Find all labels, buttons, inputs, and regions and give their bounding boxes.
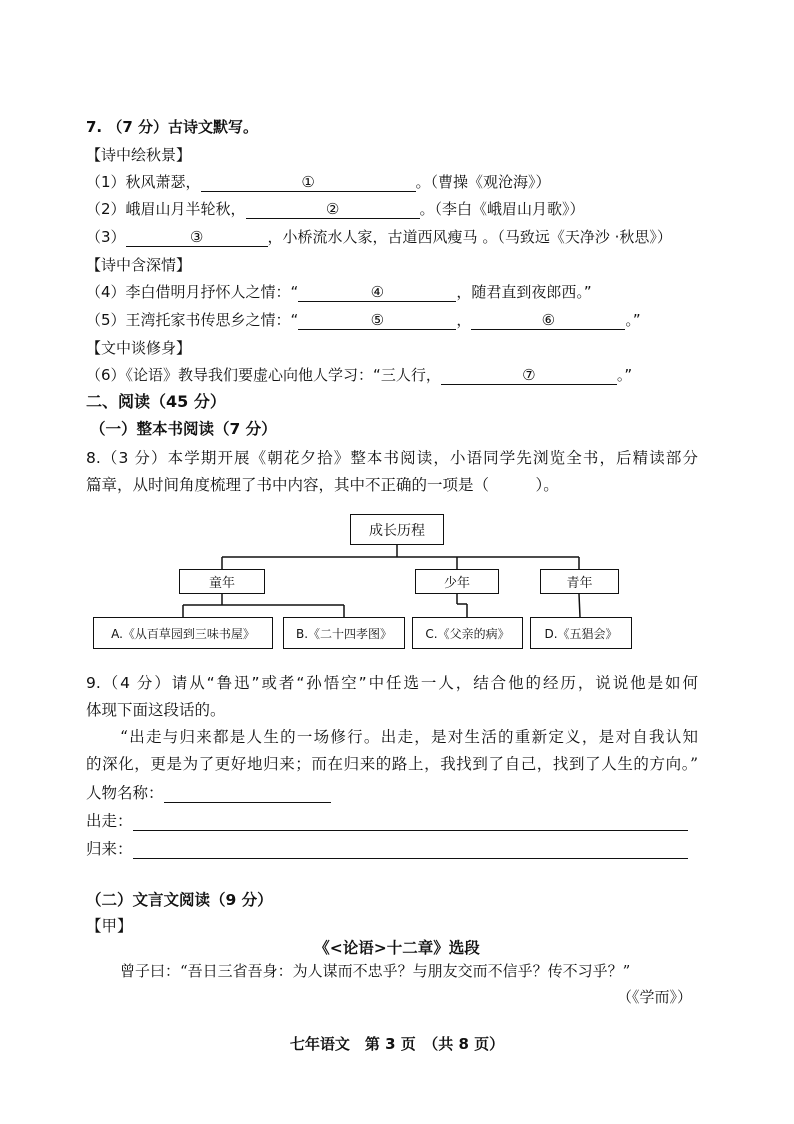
connector-line [579, 594, 580, 617]
section-autumn-heading: 【诗中绘秋景】 [86, 146, 192, 164]
leave-label: 出走： [86, 812, 133, 830]
item-suffix: 。（李白《峨眉山月歌》） [419, 200, 585, 218]
item-prefix: （5）王湾托家书传思乡之情：“ [86, 311, 299, 329]
item-prefix: （3） [86, 228, 126, 246]
item-suffix: 。（曹操《观沧海》） [415, 173, 551, 191]
quote-line-1: “出走与归来都是人生的一场修行。出走，是对生活的重新定义，是对自我认知 [120, 728, 698, 746]
character-name-row [86, 783, 331, 803]
q8-line-1: 8.（3 分）本学期开展《朝花夕拾》整本书阅读，小语同学先浏览全书，后精读部分 [86, 449, 698, 467]
character-name-label: 人物名称： [86, 784, 164, 802]
item-suffix: 。” [625, 311, 641, 329]
item-suffix: ，小桥流水人家，古道西风瘦马 。（马致远《天净沙 ·秋思》） [267, 228, 672, 246]
leave-answer-line [133, 814, 688, 831]
q7-title: 7. （7 分）古诗文默写。 [86, 118, 259, 136]
q7-item-4 [86, 282, 592, 302]
passage-source: （《学而》） [616, 988, 692, 1006]
q7-item-1 [86, 172, 551, 192]
answer-blank-4: ④ [298, 283, 456, 302]
section-feeling-heading: 【诗中含深情】 [86, 256, 192, 274]
answer-blank-5: ⑤ [298, 311, 456, 330]
passage-label-jia: 【甲】 [86, 917, 133, 935]
item-prefix: （1）秋风萧瑟， [86, 173, 201, 191]
item-mid: ， [456, 311, 472, 329]
diagram-stage-young-adult: 青年 [540, 569, 619, 594]
answer-blank-7: ⑦ [441, 366, 617, 385]
page-footer: 七年语文 第 3 页 （共 8 页） [289, 1035, 505, 1053]
item-prefix: （4）李白借明月抒怀人之情：“ [86, 283, 299, 301]
quote-line-2: 的深化，更是为了更好地归来；而在归来的路上，我找到了自己，找到了人生的方向。” [86, 755, 698, 773]
q8-line-2: 篇章，从时间角度梳理了书中内容，其中不正确的一项是（ ）。 [86, 476, 559, 494]
q7-item-6 [86, 365, 632, 385]
answer-blank-1: ① [201, 173, 416, 192]
answer-blank-2: ② [246, 200, 420, 219]
sub2-title: （二）文言文阅读（9 分） [86, 891, 273, 909]
item-prefix: （2）峨眉山月半轮秋， [86, 200, 246, 218]
q9-line-2: 体现下面这段话的。 [86, 701, 226, 719]
diagram-option-b: B.《二十四孝图》 [283, 617, 405, 649]
return-label: 归来： [86, 840, 133, 858]
q7-item-5 [86, 310, 641, 330]
diagram-stage-childhood: 童年 [179, 569, 265, 594]
q9-line-1: 9.（4 分）请从“鲁迅”或者“孙悟空”中任选一人，结合他的经历，说说他是如何 [86, 674, 698, 692]
item-suffix: 。” [616, 366, 633, 384]
section-cultivation-heading: 【文中谈修身】 [86, 339, 192, 357]
q7-item-2 [86, 199, 585, 219]
passage-text: 曾子曰：“吾日三省吾身：为人谋而不忠乎？与朋友交而不信乎？传不习乎？” [120, 962, 631, 980]
passage-title: 《<论语>十二章》选段 [314, 939, 480, 957]
sub1-title: （一）整本书阅读（7 分） [90, 420, 277, 438]
q7-item-3 [86, 227, 672, 247]
return-row [86, 839, 688, 859]
return-answer-line [133, 842, 688, 859]
diagram-root-box: 成长历程 [350, 514, 444, 545]
item-prefix: （6）《论语》教导我们要虚心向他人学习：“三人行， [86, 366, 441, 384]
part2-title: 二、阅读（45 分） [86, 392, 226, 411]
item-suffix: ，随君直到夜郎西。” [456, 283, 592, 301]
diagram-option-d: D.《五猖会》 [530, 617, 632, 649]
answer-blank-6: ⑥ [471, 311, 625, 330]
answer-blank-3: ③ [126, 228, 268, 247]
diagram-option-c: C.《父亲的病》 [412, 617, 523, 649]
leave-row [86, 811, 688, 831]
diagram-stage-youth: 少年 [415, 569, 499, 594]
character-name-answer-line [164, 786, 331, 803]
diagram-option-a: A.《从百草园到三味书屋》 [93, 617, 273, 649]
